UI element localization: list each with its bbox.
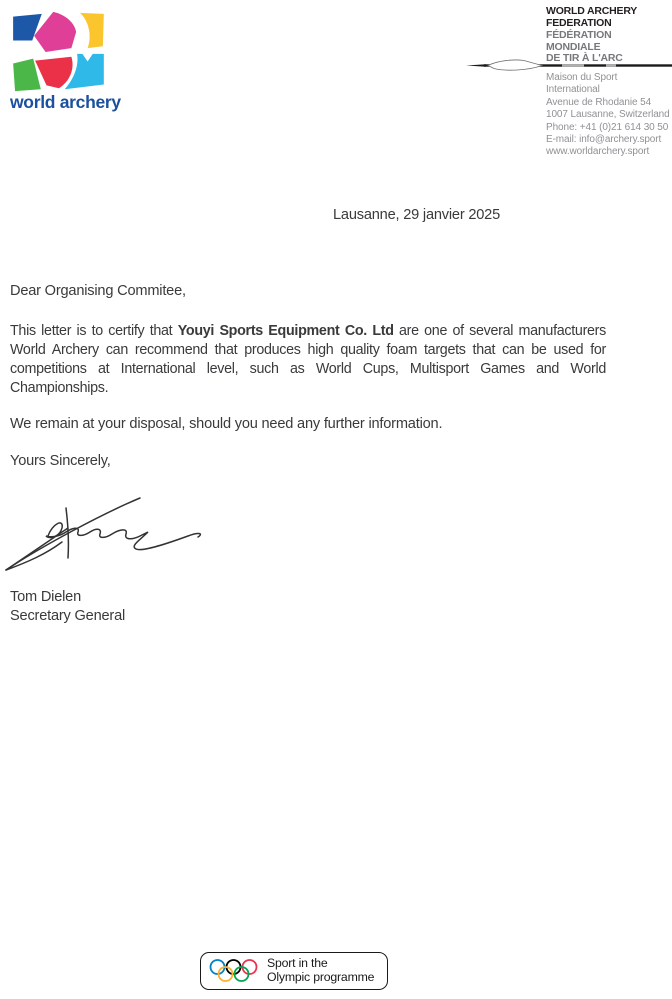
- olympic-label: [267, 957, 374, 985]
- federation-name-fr-line2: MONDIALE: [546, 40, 601, 53]
- body-text: are one of several manufacturers: [393, 323, 606, 339]
- address-line: Avenue de Rhodanie 54: [546, 96, 652, 108]
- signer-title: Secretary General: [10, 608, 126, 624]
- dateline: Lausanne, 29 janvier 2025: [333, 207, 501, 223]
- address-line: www.worldarchery.sport: [546, 146, 650, 158]
- body-text: This letter is to certify that: [10, 323, 178, 339]
- federation-name-fr-line1: FÉDÉRATION: [546, 29, 612, 42]
- address-line: 1007 Lausanne, Switzerland: [546, 109, 670, 121]
- federation-name-fr-line3: DE TIR À L'ARC: [546, 52, 623, 65]
- closing-line: We remain at your disposal, should you need any further information.: [10, 416, 443, 432]
- body-line-3: competitions at International level, such as World Cups, Multisport Games and World: [10, 361, 606, 377]
- body-line-2: World Archery can recommend that produces high quality foam targets that can be used for: [10, 342, 606, 358]
- world-archery-wordmark: world archery: [10, 92, 121, 112]
- olympic-programme-badge: [200, 952, 388, 990]
- olympic-rings-icon: [208, 958, 260, 984]
- logo-yellow-segment: [80, 13, 104, 48]
- body-line-1: [10, 322, 606, 341]
- signature-image: [2, 484, 217, 576]
- signature-block: [10, 588, 125, 626]
- logo-red-segment: [35, 57, 72, 89]
- letterhead-name-block: [546, 6, 672, 65]
- valediction: Yours Sincerely,: [10, 453, 111, 469]
- federation-name-en-line1: WORLD ARCHERY: [546, 5, 638, 17]
- signer-name: Tom Dielen: [10, 589, 81, 605]
- address-line: Maison du Sport International: [546, 72, 618, 96]
- olympic-label-line1: Sport in the: [267, 956, 328, 971]
- address-line: Phone: +41 (0)21 614 30 50: [546, 121, 669, 133]
- body-line-4: Championships.: [10, 380, 109, 396]
- address-line: E-mail: info@archery.sport: [546, 134, 662, 146]
- federation-name-en-line2: FEDERATION: [546, 16, 612, 29]
- arrow-icon: [466, 58, 672, 73]
- company-name: Youyi Sports Equipment Co. Ltd: [177, 323, 394, 339]
- olympic-label-line2: Olympic programme: [267, 970, 375, 984]
- salutation: Dear Organising Commitee,: [10, 283, 186, 299]
- letterhead-address: [546, 72, 672, 159]
- logo-pink-segment: [34, 12, 76, 52]
- world-archery-logo-icon: [10, 10, 106, 94]
- body-paragraph: [10, 322, 606, 398]
